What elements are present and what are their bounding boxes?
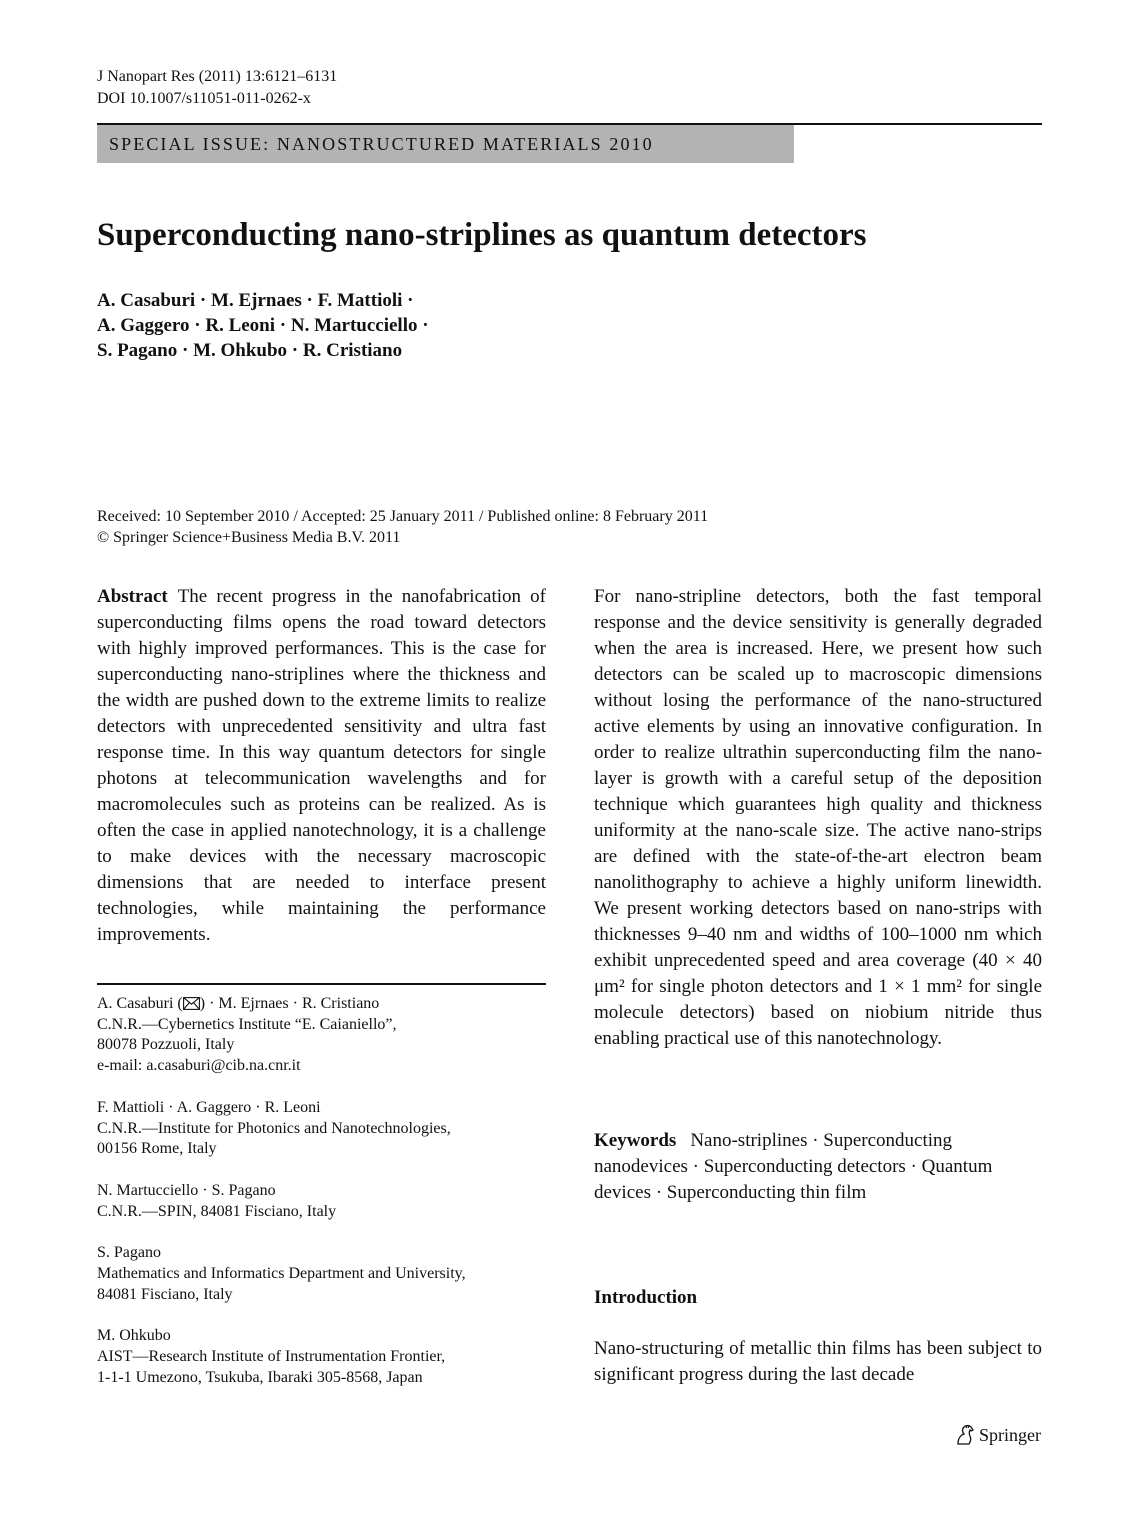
abstract-continuation: For nano-stripline detectors, both the fast temporal response and the device sensitivity is generally degraded when the area is increased. Here, we present how such detectors can be scaled up to macroscopic dimensions without losing the performance of the nano-structured active elements by using an innovative configuration. In order to realize ultrathin superconducting film the nano-layer is growth with a careful setup of the deposition technique which guarantees high quality and thickness uniformity at the nano-scale size. The active nano-strips are defined with the state-of-the-art electron beam nanolithography to achieve a highly uniform linewidth. We present working detectors based on nano-strips with thicknesses 9–40 nm and widths of 100–1000 nm which exhibit unprecedented speed and area coverage (40 × 40 μm² for single photon detectors and 1 × 1 mm² for single molecule detectors) based on niobium nitride thus enabling practical use of this nanotechnology. — [594, 586, 1042, 1049]
author-line: A. Casaburi · M. Ejrnaes · F. Mattioli · — [97, 290, 414, 311]
affiliation-line: Mathematics and Informatics Department and University, — [97, 1265, 466, 1283]
abstract-body: The recent progress in the nanofabrication of superconducting films opens the road toward detectors with highly improved performances. This is the case for superconducting nano-striplines where the thickness and the width are pushed down to the extreme limits to realize detectors with unprecedented sensitivity and ultra fast response time. In this way quantum detectors for single photons at telecommunication wavelengths and for macromolecules such as proteins can be realized. As is often the case in applied nanotechnology, it is a challenge to make devices with the necessary macroscopic dimensions that are needed to interface present technologies, while maintaining the performance improvements. — [97, 586, 546, 945]
affiliation-line: 84081 Fisciano, Italy — [97, 1285, 233, 1303]
publisher-logo — [955, 1424, 1041, 1446]
affiliation-authors: N. Martucciello · S. Pagano — [97, 1181, 276, 1199]
affiliation-email: e-mail: a.casaburi@cib.na.cnr.it — [97, 1057, 301, 1075]
affiliation-authors: A. Casaburi ( ) · M. Ejrnaes · R. Cristiano — [97, 995, 380, 1012]
keywords — [594, 1128, 1042, 1206]
envelope-icon — [183, 997, 200, 1010]
journal-doi: DOI 10.1007/s11051-011-0262-x — [97, 90, 311, 107]
affiliation-line: C.N.R.—Institute for Photonics and Nanotechnologies, — [97, 1119, 451, 1137]
author-line: A. Gaggero · R. Leoni · N. Martucciello · — [97, 315, 429, 336]
springer-horse-icon — [955, 1424, 975, 1446]
affiliation-authors: F. Mattioli · A. Gaggero · R. Leoni — [97, 1098, 321, 1116]
affiliation-line: C.N.R.—Cybernetics Institute “E. Caianiello”, — [97, 1015, 397, 1033]
copyright-line: © Springer Science+Business Media B.V. 2011 — [97, 529, 401, 546]
introduction-section — [594, 1336, 1042, 1388]
publication-dates — [97, 506, 708, 548]
affiliation-line: 1-1-1 Umezono, Tsukuba, Ibaraki 305-8568, Japan — [97, 1368, 423, 1386]
author-list — [97, 288, 429, 363]
author-line: S. Pagano · M. Ohkubo · R. Cristiano — [97, 340, 403, 361]
abstract-left-column — [97, 584, 546, 948]
affiliation-line: 00156 Rome, Italy — [97, 1140, 217, 1158]
journal-header — [97, 66, 337, 110]
affiliation-block — [97, 1181, 546, 1222]
affiliation-authors: S. Pagano — [97, 1244, 161, 1262]
footnote-rule — [97, 983, 546, 985]
affiliation-block — [97, 1243, 546, 1305]
affiliation-line: C.N.R.—SPIN, 84081 Fisciano, Italy — [97, 1202, 337, 1220]
affiliations — [97, 994, 546, 1410]
affiliation-block — [97, 1326, 546, 1388]
introduction-heading: Introduction — [594, 1287, 698, 1308]
affiliation-block — [97, 1098, 546, 1160]
affiliation-line: 80078 Pozzuoli, Italy — [97, 1036, 235, 1054]
introduction-body: Nano-structuring of metallic thin films has been subject to significant progress during the last decade — [594, 1338, 1042, 1385]
article-title: Superconducting nano-striplines as quantum detectors — [97, 217, 867, 253]
keywords-heading: Keywords — [594, 1130, 677, 1151]
journal-citation: J Nanopart Res (2011) 13:6121–6131 — [97, 68, 338, 85]
special-issue-banner: SPECIAL ISSUE: NANOSTRUCTURED MATERIALS 2010 — [97, 125, 794, 163]
abstract-heading: Abstract — [97, 586, 168, 607]
abstract-right-column — [594, 584, 1042, 1052]
affiliation-line: AIST—Research Institute of Instrumentation Frontier, — [97, 1348, 446, 1366]
affiliation-block — [97, 994, 546, 1077]
history-line: Received: 10 September 2010 / Accepted: 25 January 2011 / Published online: 8 February 2011 — [97, 508, 709, 525]
affiliation-authors: M. Ohkubo — [97, 1327, 171, 1345]
keywords-list: Nano-striplines · Superconducting nanodevices · Superconducting detectors · Quantum devices · Superconducting thin film — [594, 1130, 993, 1203]
publisher-name: Springer — [979, 1424, 1041, 1445]
abstract-paragraph — [97, 584, 546, 948]
